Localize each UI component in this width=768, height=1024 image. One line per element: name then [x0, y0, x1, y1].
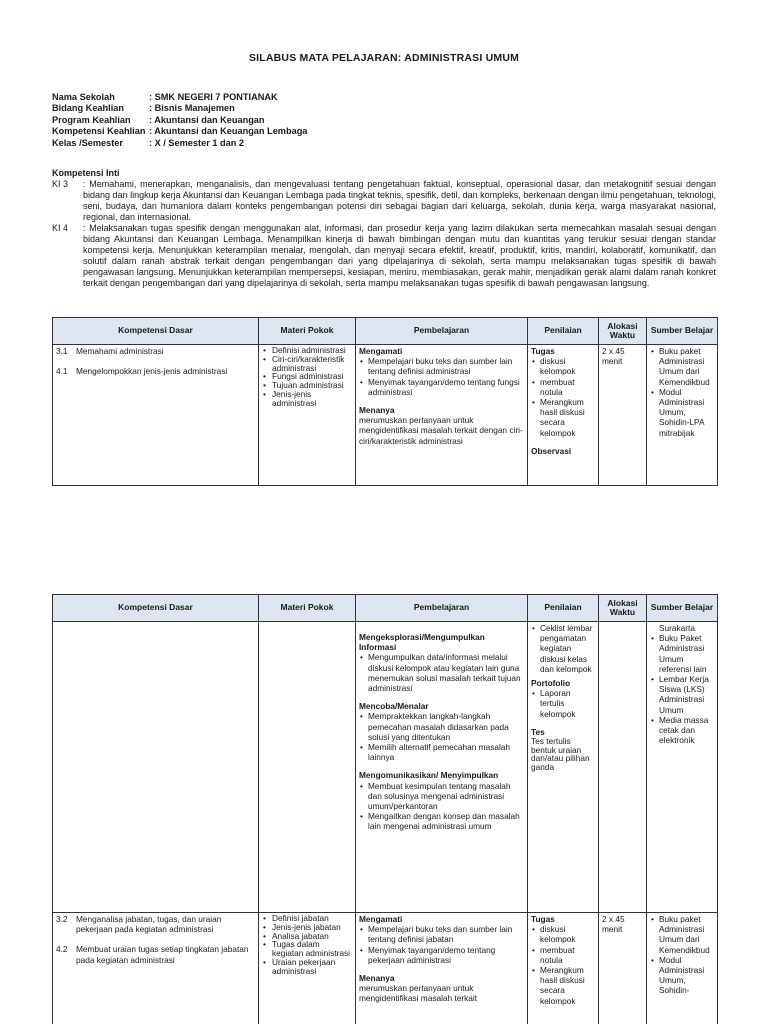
ki-heading: Kompetensi Inti	[52, 168, 120, 178]
list-item: • Lembar Kerja Siswa (LKS) Administrasi Umum	[650, 674, 714, 715]
info-row-competency	[52, 126, 307, 137]
kd-num: 3.1	[56, 346, 68, 356]
info-key: Kelas /Semester	[52, 137, 123, 148]
header-pembelajaran: Pembelajaran	[356, 595, 528, 622]
cell-sumber-belajar	[647, 913, 718, 1024]
kd-item	[56, 914, 255, 934]
list-item: • diskusi kelompok	[531, 924, 595, 944]
list-item: • Buku Paket Administrasi Umum referensi lain	[650, 633, 714, 674]
list-item: • Definisi administrasi	[262, 346, 352, 355]
cell-kompetensi-dasar	[53, 913, 259, 1024]
kd-item	[56, 366, 255, 376]
list-item: • Modul Administrasi Umum, Sohidin-LPA mitrabijak	[650, 387, 714, 438]
header-sumber-belajar: Sumber Belajar	[647, 595, 718, 622]
info-value: : Bisnis Manajemen	[149, 103, 235, 114]
cell-alokasi-waktu	[599, 622, 647, 913]
cell-sumber-belajar	[647, 622, 718, 913]
cell-materi-pokok	[259, 345, 356, 486]
cell-sumber-belajar	[647, 345, 718, 486]
ki-item	[52, 223, 716, 289]
list-item: • membuat notula	[531, 377, 595, 397]
kd-text: Memahami administrasi	[76, 346, 164, 356]
list-item: • Memilih alternatif pemecahan masalah lainnya	[359, 742, 524, 762]
header-kompetensi-dasar: Kompetensi Dasar	[53, 318, 259, 345]
assessment-heading: Observasi	[531, 445, 572, 456]
kd-num: 3.2	[56, 914, 68, 924]
ki-item	[52, 179, 716, 223]
table-header-row	[53, 318, 718, 345]
table-row	[53, 345, 718, 486]
list-item: • Laporan tertulis kelompok	[531, 688, 595, 719]
list-item: • Mempraktekkan langkah-langkah pemecahan masalah didasarkan pada solusi yang ditentukan	[359, 711, 524, 742]
header-kompetensi-dasar: Kompetensi Dasar	[53, 595, 259, 622]
activity-heading: Mengamati	[359, 346, 403, 356]
assessment-text: Tes tertulis bentuk uraian dan/atau pilihan ganda	[531, 736, 590, 772]
info-value: : Akuntansi dan Keuangan	[149, 114, 265, 125]
header-penilaian: Penilaian	[528, 595, 599, 622]
ki-text: : Melaksanakan tugas spesifik dengan menggunakan alat, informasi, dan prosedur kerja yang lazim dilakukan serta memecahkan masalah sesuai dengan bidang Akuntansi dan Keuangan Lembaga. Menampilkan kinerja di bawah bimbingan dengan mutu dan kuantitas yang terukur sesuai dengan standar kompetensi kerja. Menunjukkan keterampilan menalar, mengolah, dan menyaji secara efektif, kreatif, produktif, kritis, mandiri, kolaboratif, komunikatif, dan solutif dalam ranah abstrak terkait dengan pengembangan dari yang dipelajarinya di sekolah, serta mampu melaksanakan tugas spesifik di bawah pengawasan langsung. Menunjukkan keterampilan mempersepsi, kesiapan, meniru, membiasakan, gerak mahir, menjadikan gerak alami dalam ranah konkret terkait dengan pengembangan dari yang dipelajarinya di sekolah, serta mampu melaksanakan tugas spesifik di bawah pengawasan langsung.	[83, 223, 716, 288]
info-value: : X / Semester 1 dan 2	[149, 137, 244, 148]
kd-item	[56, 346, 255, 356]
list-item: • Merangkum hasil diskusi secara kelompok	[531, 965, 595, 1006]
syllabus-table-2	[52, 594, 718, 1024]
activity-heading: Mengamati	[359, 914, 403, 924]
header-pembelajaran: Pembelajaran	[356, 318, 528, 345]
cell-kompetensi-dasar	[53, 345, 259, 486]
list-item: • Buku paket Administrasi Umum dari Kemendikbud	[650, 914, 714, 955]
list-item: • Mempelajari buku teks dan sumber lain tentang definisi administrasi	[359, 356, 524, 376]
source-continued: Surakarta	[659, 623, 695, 633]
ki-text: : Memahami, menerapkan, menganalisis, dan mengevaluasi tentang pengetahuan faktual, konseptual, operasional dasar, dan metakognitif sesuai dengan bidang dan lingkup kerja Akuntansi dan Keuangan Lembaga pada tingkat teknis, spesifik, detil, dan kompleks, berkenaan dengan ilmu pengetahuan, teknologi, seni, budaya, dan humaniora dalam konteks pengembangan potensi diri sebagai bagian dari keluarga, sekolah, dunia kerja, warga masyarakat nasional, regional, dan internasional.	[83, 179, 716, 222]
list-item: • Jenis-jenis administrasi	[262, 390, 352, 408]
list-item: • diskusi kelompok	[531, 356, 595, 376]
info-value: : SMK NEGERI 7 PONTIANAK	[149, 92, 278, 102]
list-item: • Merangkum hasil diskusi secara kelompok	[531, 397, 595, 438]
info-row-school	[52, 92, 307, 103]
info-key: Bidang Keahlian	[52, 103, 124, 114]
info-value: : Akuntansi dan Keuangan Lembaga	[149, 126, 308, 137]
cell-pembelajaran	[356, 913, 528, 1024]
list-item: • Tugas dalam kegiatan administrasi	[262, 940, 352, 958]
list-item: • Fungsi administrasi	[262, 372, 352, 381]
list-item: • Menyimak tayangan/demo tentang pekerjaan administrasi	[359, 945, 524, 965]
table-header-row	[53, 595, 718, 622]
cell-kompetensi-dasar	[53, 622, 259, 913]
assessment-heading: Tugas	[531, 914, 555, 924]
kd-text: Menganalisa jabatan, tugas, dan uraian pekerjaan pada kegiatan administrasi	[76, 914, 222, 935]
kd-text: Mengelompokkan jenis-jenis administrasi	[76, 366, 228, 377]
kompetensi-inti	[52, 168, 716, 289]
header-materi-pokok: Materi Pokok	[259, 318, 356, 345]
list-item: • membuat notula	[531, 945, 595, 965]
list-item: • Definisi jabatan	[262, 914, 352, 923]
activity-heading: Mengeksplorasi/Mengumpulkan Informasi	[359, 632, 485, 653]
header-penilaian: Penilaian	[528, 318, 599, 345]
assessment-heading: Portofolio	[531, 678, 571, 689]
info-row-class	[52, 138, 307, 149]
list-item: • Ceklist lembar pengamatan kegiatan diskusi kelas dan kelompok	[531, 623, 595, 674]
info-row-field	[52, 103, 307, 114]
list-item: • Membuat kesimpulan tentang masalah dan solusinya mengenai administrasi umum/perkantoran	[359, 781, 524, 812]
cell-materi-pokok	[259, 913, 356, 1024]
ki-code: KI 3	[52, 179, 69, 189]
cell-pembelajaran	[356, 345, 528, 486]
school-info	[52, 92, 307, 149]
list-item: • Media massa cetak dan elektronik	[650, 715, 714, 746]
table-row	[53, 622, 718, 913]
activity-heading: Menanya	[359, 405, 395, 416]
header-alokasi-waktu: Alokasi Waktu	[599, 595, 647, 622]
list-item: • Tujuan administrasi	[262, 381, 352, 390]
activity-heading: Mengomunikasikan/ Menyimpulkan	[359, 770, 499, 781]
kd-num: 4.2	[56, 944, 68, 955]
info-key: Nama Sekolah	[52, 92, 115, 102]
header-alokasi-waktu: Alokasi Waktu	[599, 318, 647, 345]
list-item: • Uraian pekerjaan administrasi	[262, 958, 352, 976]
kd-text: Membuat uraian tugas setiap tingkatan jabatan pada kegiatan administrasi	[76, 944, 249, 965]
activity-text: merumuskan pertanyaan untuk mengidentifikasi masalah terkait dengan ciri-ciri/karakteristik administrasi	[359, 415, 523, 446]
assessment-heading: Tugas	[531, 346, 555, 356]
syllabus-table-1	[52, 317, 718, 486]
info-key: Program Keahlian	[52, 114, 131, 125]
ki-code: KI 4	[52, 223, 69, 233]
activity-heading: Mencoba/Menalar	[359, 701, 429, 712]
page-title: SILABUS MATA PELAJARAN: ADMINISTRASI UMUM	[248, 52, 520, 64]
list-item: • Analisa jabatan	[262, 932, 352, 941]
table-row	[53, 913, 718, 1024]
cell-penilaian	[528, 622, 599, 913]
cell-alokasi-waktu: 2 x 45 menit	[599, 345, 647, 486]
activity-heading: Menanya	[359, 973, 395, 984]
header-materi-pokok: Materi Pokok	[259, 595, 356, 622]
info-row-program	[52, 115, 307, 126]
activity-text: merumuskan pertanyaan untuk mengidentifikasi masalah terkait	[359, 983, 478, 1004]
list-item: • Mengumpulkan data/informasi melalui diskusi kelompok atau kegiatan lain guna menemukan solusi masalah terkait tujuan administrasi	[359, 652, 524, 693]
list-item: • Jenis-jenis jabatan	[262, 923, 352, 932]
header-sumber-belajar: Sumber Belajar	[647, 318, 718, 345]
kd-item	[56, 944, 255, 964]
assessment-heading: Tes	[531, 726, 545, 737]
list-item: • Mengaitkan dengan konsep dan masalah lain mengenai administrasi umum	[359, 811, 524, 831]
kd-num: 4.1	[56, 366, 68, 377]
list-item: • Ciri-ciri/karakteristik administrasi	[262, 355, 352, 373]
list-item: • Menyimak tayangan/demo tentang fungsi administrasi	[359, 377, 524, 397]
list-item: • Modul Administrasi Umum, Sohidin-	[650, 955, 714, 996]
list-item: • Mempelajari buku teks dan sumber lain tentang definisi jabatan	[359, 924, 524, 944]
cell-pembelajaran	[356, 622, 528, 913]
cell-alokasi-waktu: 2 x 45 menit	[599, 913, 647, 1024]
list-item: • Buku paket Administrasi Umum dari Kemendikbud	[650, 346, 714, 387]
cell-penilaian	[528, 913, 599, 1024]
cell-penilaian	[528, 345, 599, 486]
cell-materi-pokok	[259, 622, 356, 913]
info-key: Kompetensi Keahlian	[52, 126, 146, 137]
